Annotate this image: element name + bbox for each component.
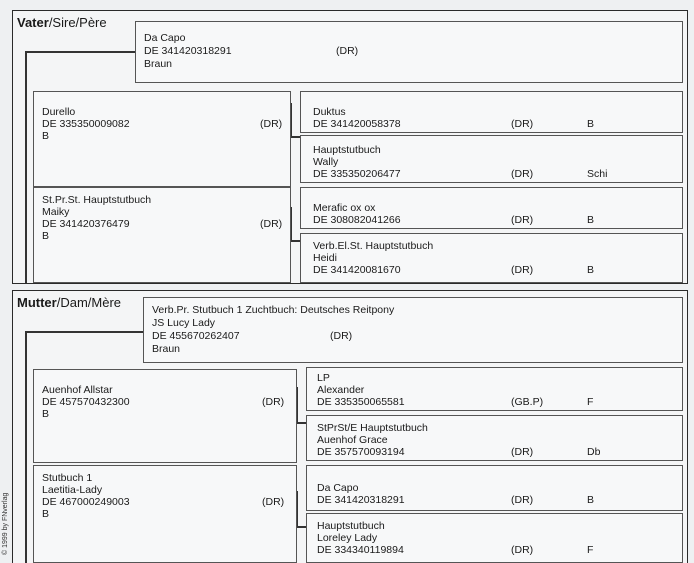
connector-line: [290, 240, 300, 242]
connector-line: [25, 331, 143, 333]
ggp-5-line1: LP: [317, 372, 330, 384]
granddam-2-id: DE 467000249003: [42, 496, 130, 508]
sire-color: Braun: [144, 58, 173, 70]
grandsire-1-name: Durello: [42, 106, 76, 118]
ggp-7-reg: (DR): [511, 494, 534, 506]
ggp-5-name: Alexander: [317, 384, 365, 396]
great-grandparent-6-box: [306, 415, 683, 461]
dam-box: [143, 297, 683, 363]
ggp-4-line1: Verb.El.St. Hauptstutbuch: [313, 240, 434, 252]
ggp-2-color: Schi: [587, 168, 608, 180]
dam-id: DE 455670262407: [152, 330, 240, 342]
connector-line: [25, 331, 27, 563]
grandsire-1-box: [33, 91, 291, 187]
grandsire-2-reg: (DR): [260, 218, 283, 230]
ggp-6-reg: (DR): [511, 446, 534, 458]
ggp-2-reg: (DR): [511, 168, 534, 180]
grandsire-2-color: B: [42, 230, 50, 242]
ggp-3-id: DE 308082041266: [313, 214, 401, 226]
ggp-8-reg: (DR): [511, 544, 534, 556]
ggp-6-id: DE 357570093194: [317, 446, 405, 458]
dam-name: JS Lucy Lady: [152, 317, 216, 329]
ggp-8-line1: Hauptstutbuch: [317, 520, 385, 532]
mother-title: [17, 295, 121, 310]
ggp-8-color: F: [587, 544, 594, 556]
ggp-5-color: F: [587, 396, 594, 408]
connector-line: [296, 526, 306, 528]
ggp-6-name: Auenhof Grace: [317, 434, 388, 446]
great-grandparent-3-box: [300, 187, 683, 229]
granddam-2-box: [33, 465, 297, 563]
granddam-1-box: [33, 369, 297, 463]
ggp-4-reg: (DR): [511, 264, 534, 276]
ggp-1-name: Duktus: [313, 106, 346, 118]
ggp-1-reg: (DR): [511, 118, 534, 130]
mother-panel: [12, 290, 688, 563]
granddam-1-color: B: [42, 408, 50, 420]
sire-id: DE 341420318291: [144, 45, 232, 57]
ggp-3-name: Merafic ox ox: [313, 202, 376, 214]
granddam-1-id: DE 457570432300: [42, 396, 130, 408]
granddam-1-reg: (DR): [262, 396, 285, 408]
ggp-4-name: Heidi: [313, 252, 337, 264]
connector-line: [290, 136, 300, 138]
granddam-1-name: Auenhof Allstar: [42, 384, 113, 396]
connector-line: [296, 422, 306, 424]
grandsire-2-name: Maiky: [42, 206, 70, 218]
ggp-1-color: B: [587, 118, 595, 130]
grandsire-1-id: DE 335350009082: [42, 118, 130, 130]
great-grandparent-7-box: [306, 465, 683, 511]
connector-line: [25, 51, 27, 283]
mother-title-bold: Mutter: [17, 295, 57, 310]
copyright-notice: © 1999 by FNverlag: [2, 492, 9, 555]
ggp-2-id: DE 335350206477: [313, 168, 401, 180]
granddam-2-reg: (DR): [262, 496, 285, 508]
granddam-2-color: B: [42, 508, 50, 520]
grandsire-2-id: DE 341420376479: [42, 218, 130, 230]
ggp-2-name: Wally: [313, 156, 339, 168]
grandsire-2-box: [33, 187, 291, 283]
ggp-3-reg: (DR): [511, 214, 534, 226]
father-title-rest: /Sire/Père: [48, 15, 107, 30]
ggp-2-line1: Hauptstutbuch: [313, 144, 381, 156]
ggp-5-id: DE 335350065581: [317, 396, 405, 408]
great-grandparent-8-box: [306, 513, 683, 563]
ggp-5-reg: (GB.P): [511, 396, 544, 408]
ggp-3-color: B: [587, 214, 595, 226]
father-title: [17, 15, 107, 30]
great-grandparent-4-box: [300, 233, 683, 283]
grandsire-2-line1: St.Pr.St. Hauptstutbuch: [42, 194, 152, 206]
granddam-2-name: Laetitia-Lady: [42, 484, 103, 496]
mother-title-rest: /Dam/Mère: [56, 295, 122, 310]
ggp-4-color: B: [587, 264, 595, 276]
sire-reg: (DR): [336, 45, 359, 57]
grandsire-1-reg: (DR): [260, 118, 283, 130]
great-grandparent-2-box: [300, 135, 683, 183]
father-title-bold: Vater: [17, 15, 49, 30]
father-panel: [12, 10, 688, 284]
ggp-7-color: B: [587, 494, 595, 506]
granddam-2-line1: Stutbuch 1: [42, 472, 93, 484]
ggp-8-id: DE 334340119894: [317, 544, 404, 556]
ggp-4-id: DE 341420081670: [313, 264, 401, 276]
great-grandparent-5-box: [306, 367, 683, 411]
ggp-6-color: Db: [587, 446, 601, 458]
connector-line: [25, 51, 135, 53]
ggp-7-id: DE 341420318291: [317, 494, 405, 506]
sire-name: Da Capo: [144, 32, 186, 44]
dam-color: Braun: [152, 343, 181, 355]
great-grandparent-1-box: [300, 91, 683, 133]
ggp-6-line1: StPrSt/E Hauptstutbuch: [317, 422, 428, 434]
dam-line1: Verb.Pr. Stutbuch 1 Zuchtbuch: Deutsches Reitpony: [152, 304, 395, 316]
ggp-1-id: DE 341420058378: [313, 118, 401, 130]
sire-box: [135, 21, 683, 83]
grandsire-1-color: B: [42, 130, 50, 142]
ggp-8-name: Loreley Lady: [317, 532, 378, 544]
dam-reg: (DR): [330, 330, 353, 342]
ggp-7-name: Da Capo: [317, 482, 359, 494]
